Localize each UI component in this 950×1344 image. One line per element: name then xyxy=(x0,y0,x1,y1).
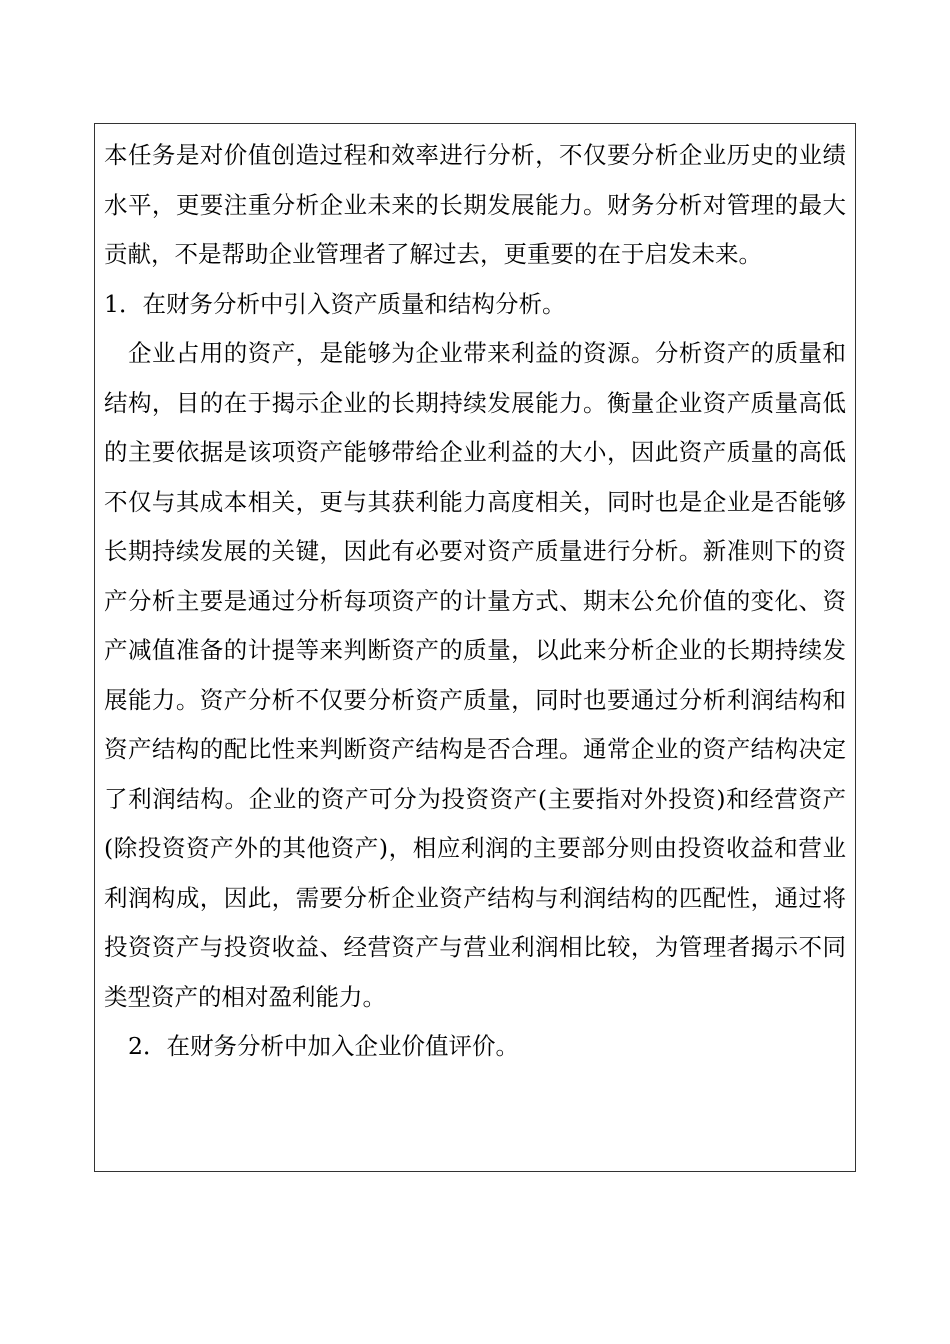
asset-analysis-paragraph: 企业占用的资产，是能够为企业带来利益的资源。分析资产的质量和结构，目的在于揭示企业的长期持续发展能力。衡量企业资产质量高低的主要依据是该项资产能够带给企业利益的大小，因此资产质量的高低不仅与其成本相关，更与其获利能力高度相关，同时也是企业是否能够长期持续发展的关键，因此有必要对资产质量进行分析。新准则下的资产分析主要是通过分析每项资产的计量方式、期末公允价值的变化、资产减值准备的计提等来判断资产的质量，以此来分析企业的长期持续发展能力。资产分析不仅要分析资产质量，同时也要通过分析利润结构和资产结构的配比性来判断资产结构是否合理。通常企业的资产结构决定了利润结构。企业的资产可分为投资资产(主要指对外投资)和经营资产(除投资资产外的其他资产)，相应利润的主要部分则由投资收益和营业利润构成，因此，需要分析企业资产结构与利润结构的匹配性，通过将投资资产与投资收益、经营资产与营业利润相比较，为管理者揭示不同类型资产的相对盈利能力。 xyxy=(104,339,846,1011)
intro-paragraph: 本任务是对价值创造过程和效率进行分析，不仅要分析企业历史的业绩水平，更要注重分析企业未来的长期发展能力。财务分析对管理的最大贡献，不是帮助企业管理者了解过去，更重要的在于启发未来。 xyxy=(104,141,846,268)
section-heading-1: 1．在财务分析中引入资产质量和结构分析。 xyxy=(104,289,566,318)
text-frame xyxy=(94,123,856,1172)
section-heading-2: 2．在财务分析中加入企业价值评价。 xyxy=(128,1032,519,1060)
